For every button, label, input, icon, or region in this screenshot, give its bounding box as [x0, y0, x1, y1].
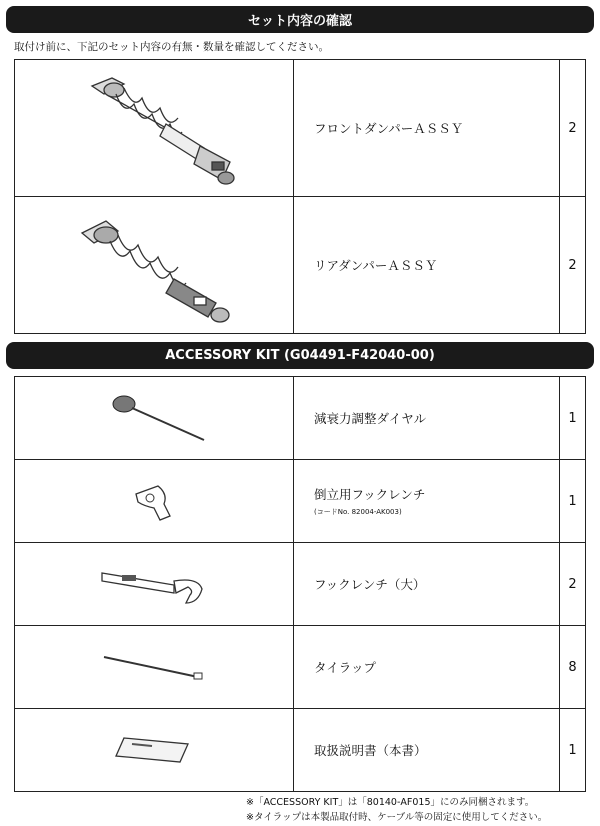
- item-qty: 1: [560, 460, 586, 543]
- table-row: [15, 197, 586, 334]
- set-contents-header: [6, 6, 594, 33]
- cable-tie-icon: [94, 647, 214, 687]
- item-name: フロントダンパーＡＳＳＹ: [294, 60, 560, 197]
- footnotes: [246, 795, 547, 825]
- item-name: 減衰力調整ダイヤル: [314, 411, 427, 426]
- front-damper-icon: [54, 66, 254, 191]
- footnote: ※タイラップは本製品取付時、ケーブル等の固定に使用してください。: [246, 812, 548, 823]
- table-row: [15, 460, 586, 543]
- main-items-table: [14, 59, 586, 334]
- damping-dial-cell: [15, 377, 294, 460]
- item-qty: 1: [560, 709, 586, 792]
- table-row: [15, 626, 586, 709]
- item-qty: 2: [560, 60, 586, 197]
- hook-wrench-icon: [94, 559, 214, 609]
- item-name: リアダンパーＡＳＳＹ: [294, 197, 560, 334]
- damping-dial-icon: [94, 388, 214, 448]
- item-name-cell: [294, 709, 560, 792]
- manual-cell: [15, 709, 294, 792]
- item-qty: 2: [560, 197, 586, 334]
- item-name-cell: [294, 460, 560, 543]
- item-name: 取扱説明書（本書）: [314, 743, 427, 758]
- intro-text: 取付け前に、下記のセット内容の有無・数量を確認してください。: [14, 41, 329, 53]
- inverted-hook-wrench-icon: [124, 476, 184, 526]
- item-name-cell: [294, 626, 560, 709]
- item-name: 倒立用フックレンチ: [314, 487, 426, 502]
- item-code-note: (コードNo. 82004-AK003): [314, 508, 402, 516]
- accessory-kit-header: [6, 342, 594, 369]
- rear-damper-cell: [15, 197, 294, 334]
- item-name-cell: [294, 543, 560, 626]
- item-qty: 2: [560, 543, 586, 626]
- table-row: [15, 377, 586, 460]
- footnote: ※「ACCESSORY KIT」は「80140-AF015」にのみ同梱されます。: [246, 797, 535, 808]
- front-damper-cell: [15, 60, 294, 197]
- inverted-hook-wrench-cell: [15, 460, 294, 543]
- header-title: セット内容の確認: [247, 14, 352, 29]
- rear-damper-icon: [54, 203, 254, 328]
- item-name: フックレンチ（大）: [314, 577, 426, 592]
- item-qty: 8: [560, 626, 586, 709]
- table-row: [15, 709, 586, 792]
- accessory-table: [14, 376, 586, 792]
- manual-icon: [104, 730, 204, 770]
- item-name-cell: [294, 377, 560, 460]
- hook-wrench-cell: [15, 543, 294, 626]
- table-row: [15, 543, 586, 626]
- item-qty: 1: [560, 377, 586, 460]
- cable-tie-cell: [15, 626, 294, 709]
- item-name: タイラップ: [314, 660, 377, 675]
- accessory-title: ACCESSORY KIT (G04491-F42040-00): [165, 348, 435, 363]
- table-row: [15, 60, 586, 197]
